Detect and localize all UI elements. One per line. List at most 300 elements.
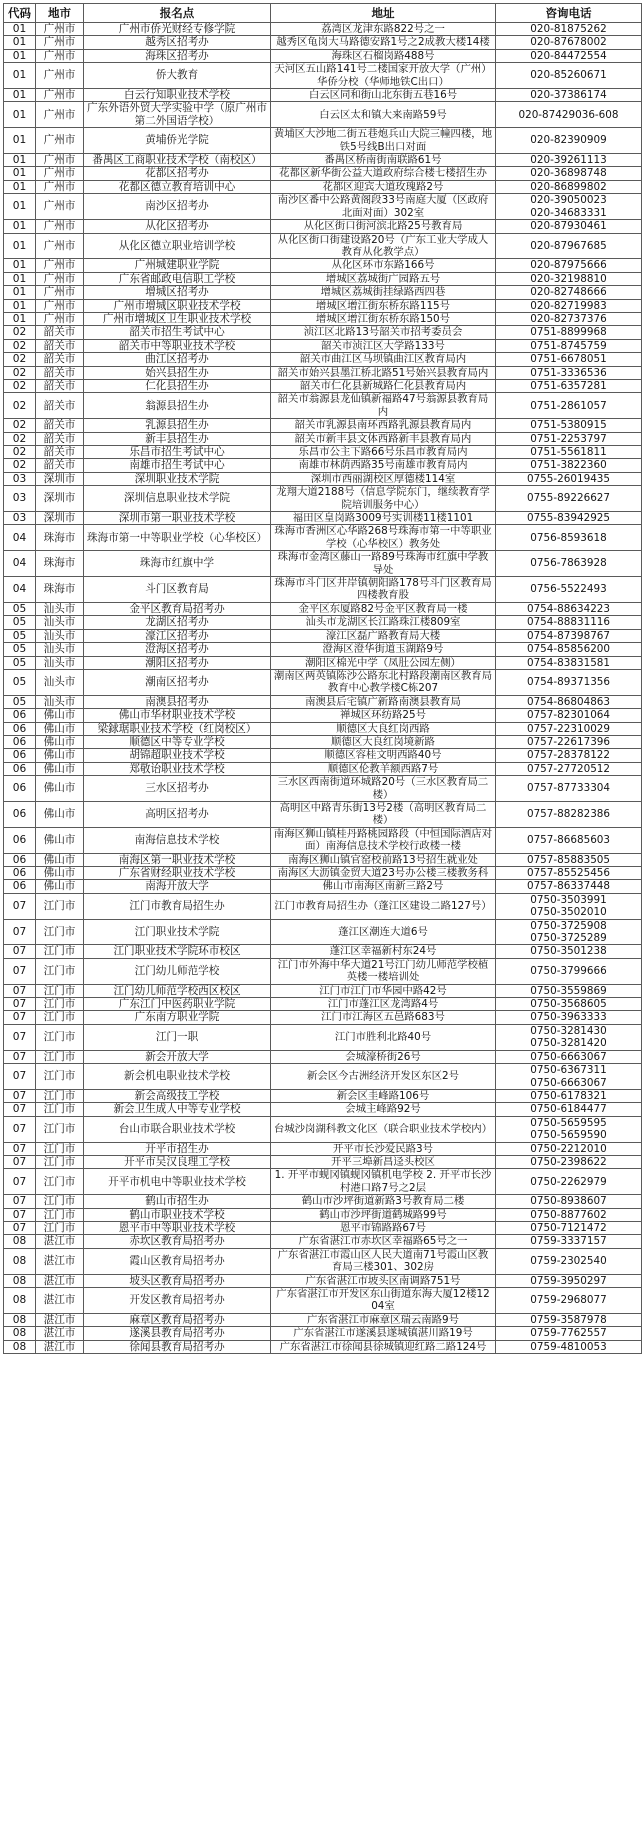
cell-site: 开平市机电中等职业技术学校 <box>84 1169 271 1195</box>
cell-city: 江门市 <box>36 958 84 984</box>
table-row <box>4 393 642 419</box>
cell-code: 05 <box>4 695 36 708</box>
table-row <box>4 551 642 577</box>
cell-city: 佛山市 <box>36 867 84 880</box>
cell-site: 增城区招考办 <box>84 286 271 299</box>
enrollment-sites-table <box>3 3 642 1354</box>
cell-phone: 0751-3336536 <box>496 366 642 379</box>
cell-site: 广东省邮政电信职工学校 <box>84 272 271 285</box>
cell-code: 03 <box>4 512 36 525</box>
cell-site: 江门一职 <box>84 1024 271 1050</box>
cell-city: 江门市 <box>36 1024 84 1050</box>
cell-code: 08 <box>4 1313 36 1326</box>
cell-city: 江门市 <box>36 1155 84 1168</box>
cell-address: 从化区街口街建设路20号（广东工业大学成人教育从化教学点） <box>271 233 496 259</box>
table-row <box>4 762 642 775</box>
cell-address: 韶关市始兴县墨江桥北路51号始兴县教育局内 <box>271 366 496 379</box>
cell-site: 黄埔侨光学院 <box>84 128 271 154</box>
cell-site: 南沙区招考办 <box>84 194 271 220</box>
cell-code: 07 <box>4 893 36 919</box>
cell-code: 01 <box>4 286 36 299</box>
cell-address: 珠海市金湾区藤山一路89号珠海市红旗中学教导处 <box>271 551 496 577</box>
cell-phone: 0757-82301064 <box>496 709 642 722</box>
table-row <box>4 1208 642 1221</box>
cell-address: 增城区增江街东桥东路115号 <box>271 299 496 312</box>
cell-phone: 0750-6184477 <box>496 1103 642 1116</box>
cell-city: 湛江市 <box>36 1313 84 1326</box>
cell-code: 07 <box>4 1116 36 1142</box>
cell-phone: 0751-8899968 <box>496 326 642 339</box>
cell-code: 05 <box>4 669 36 695</box>
cell-address: 珠海市斗门区井岸镇朝阳路178号斗门区教育局四楼教育股 <box>271 577 496 603</box>
cell-site: 潮阳区招考办 <box>84 656 271 669</box>
cell-address: 潮南区两英镇陈沙公路东北村路段潮南区教育局教育中心教学楼C栋207 <box>271 669 496 695</box>
table-row <box>4 1248 642 1274</box>
cell-site: 新会高级技工学校 <box>84 1089 271 1102</box>
cell-site: 广州市侨光财经专修学院 <box>84 23 271 36</box>
cell-phone: 0755-26019435 <box>496 472 642 485</box>
cell-phone: 020-32198810 <box>496 272 642 285</box>
table-row <box>4 880 642 893</box>
table-row <box>4 472 642 485</box>
cell-address: 江门市江门市华园中路42号 <box>271 984 496 997</box>
cell-phone: 0756-5522493 <box>496 577 642 603</box>
cell-code: 01 <box>4 23 36 36</box>
cell-site: 斗门区教育局 <box>84 577 271 603</box>
cell-phone: 0750-8938607 <box>496 1195 642 1208</box>
cell-address: 澄海区澄华街道玉湖路9号 <box>271 643 496 656</box>
table-row <box>4 366 642 379</box>
table-row <box>4 432 642 445</box>
table-row <box>4 616 642 629</box>
cell-site: 金平区教育局招考办 <box>84 602 271 615</box>
cell-address: 江门市江海区五邑路683号 <box>271 1011 496 1024</box>
cell-city: 汕头市 <box>36 656 84 669</box>
table-row <box>4 602 642 615</box>
table-row <box>4 128 642 154</box>
cell-phone: 0757-86685603 <box>496 827 642 853</box>
table-row <box>4 722 642 735</box>
cell-address: 开平市长沙爱民路3号 <box>271 1142 496 1155</box>
cell-city: 广州市 <box>36 220 84 233</box>
cell-address: 1. 开平市蚬冈镇蚬冈镇机电学校 2. 开平市长沙村港口路7号之2层 <box>271 1169 496 1195</box>
table-row <box>4 446 642 459</box>
cell-site: 广东江门中医药职业学院 <box>84 998 271 1011</box>
cell-city: 韶关市 <box>36 432 84 445</box>
cell-site: 韶关市招生考试中心 <box>84 326 271 339</box>
cell-address: 顺德区大良红岗西路 <box>271 722 496 735</box>
cell-phone: 0759-2302540 <box>496 1248 642 1274</box>
cell-site: 开发区教育局招考办 <box>84 1288 271 1314</box>
cell-address: 新会区今古洲经济开发区东区2号 <box>271 1064 496 1090</box>
cell-site: 龙湖区招考办 <box>84 616 271 629</box>
cell-site: 徐闻县教育局招考办 <box>84 1340 271 1353</box>
cell-city: 江门市 <box>36 1208 84 1221</box>
cell-address: 南沙区番中公路黄阁段33号南庭大厦（区政府北面对面）302室 <box>271 194 496 220</box>
cell-address: 会城濠桥街26号 <box>271 1050 496 1063</box>
cell-address: 从化区街口街河滨北路25号教育局 <box>271 220 496 233</box>
cell-code: 08 <box>4 1235 36 1248</box>
cell-phone: 0750-3963333 <box>496 1011 642 1024</box>
cell-code: 01 <box>4 89 36 102</box>
cell-code: 07 <box>4 1103 36 1116</box>
cell-code: 07 <box>4 1142 36 1155</box>
cell-code: 01 <box>4 299 36 312</box>
table-header-row <box>4 4 642 23</box>
cell-phone: 0750-3503991 0750-3502010 <box>496 893 642 919</box>
cell-phone: 0754-89371356 <box>496 669 642 695</box>
cell-site: 深圳信息职业技术学院 <box>84 486 271 512</box>
cell-city: 广州市 <box>36 272 84 285</box>
cell-site: 霞山区教育局招考办 <box>84 1248 271 1274</box>
cell-phone: 0751-2861057 <box>496 393 642 419</box>
cell-phone: 020-37386174 <box>496 89 642 102</box>
cell-phone: 020-87678002 <box>496 36 642 49</box>
cell-code: 01 <box>4 312 36 325</box>
cell-city: 广州市 <box>36 194 84 220</box>
header-code: 代码 <box>4 4 36 23</box>
cell-phone: 0757-87733304 <box>496 776 642 802</box>
cell-code: 01 <box>4 167 36 180</box>
cell-code: 01 <box>4 233 36 259</box>
cell-code: 04 <box>4 551 36 577</box>
cell-address: 南海区大沥镇金贸大道23号办公楼三楼教务科 <box>271 867 496 880</box>
cell-site: 韶关市中等职业技术学校 <box>84 339 271 352</box>
cell-code: 07 <box>4 1155 36 1168</box>
cell-address: 南海区狮山镇官窑校前路13号招生就业处 <box>271 853 496 866</box>
table-row <box>4 36 642 49</box>
cell-phone: 0757-28378122 <box>496 749 642 762</box>
table-row <box>4 1235 642 1248</box>
cell-site: 赤坎区教育局招考办 <box>84 1235 271 1248</box>
table-row <box>4 1011 642 1024</box>
cell-address: 广东省湛江市赤坎区幸福路65号之一 <box>271 1235 496 1248</box>
cell-address: 金平区东厦路82号金平区教育局一楼 <box>271 602 496 615</box>
cell-phone: 0757-27720512 <box>496 762 642 775</box>
cell-address: 广东省湛江市霞山区人民大道南71号霞山区教育局三楼301、302房 <box>271 1248 496 1274</box>
table-row <box>4 695 642 708</box>
cell-phone: 020-86899802 <box>496 180 642 193</box>
table-row <box>4 1050 642 1063</box>
cell-code: 07 <box>4 984 36 997</box>
table-row <box>4 1089 642 1102</box>
cell-city: 佛山市 <box>36 801 84 827</box>
cell-city: 佛山市 <box>36 776 84 802</box>
cell-phone: 020-87930461 <box>496 220 642 233</box>
cell-city: 广州市 <box>36 259 84 272</box>
cell-phone: 0750-2398622 <box>496 1155 642 1168</box>
cell-city: 江门市 <box>36 1169 84 1195</box>
cell-site: 鹤山市职业技术学校 <box>84 1208 271 1221</box>
table-row <box>4 1195 642 1208</box>
cell-code: 01 <box>4 194 36 220</box>
table-row <box>4 735 642 748</box>
cell-site: 花都区德立教育培训中心 <box>84 180 271 193</box>
table-row <box>4 512 642 525</box>
cell-city: 汕头市 <box>36 695 84 708</box>
cell-address: 龙翔大道2188号（信息学院东门，继续教育学院培训服务中心） <box>271 486 496 512</box>
cell-code: 06 <box>4 776 36 802</box>
table-row <box>4 1274 642 1287</box>
cell-phone: 0750-3559869 <box>496 984 642 997</box>
cell-phone: 0751-5380915 <box>496 419 642 432</box>
cell-city: 湛江市 <box>36 1235 84 1248</box>
cell-address: 增城区增江街东桥东路150号 <box>271 312 496 325</box>
cell-code: 06 <box>4 827 36 853</box>
cell-address: 南雄市林荫西路35号南雄市教育局内 <box>271 459 496 472</box>
cell-site: 江门幼儿师范学校西区校区 <box>84 984 271 997</box>
cell-code: 08 <box>4 1248 36 1274</box>
table-row <box>4 299 642 312</box>
cell-phone: 0750-3568605 <box>496 998 642 1011</box>
cell-city: 佛山市 <box>36 827 84 853</box>
cell-site: 乐昌市招生考试中心 <box>84 446 271 459</box>
table-row <box>4 1313 642 1326</box>
table-row <box>4 194 642 220</box>
table-row <box>4 749 642 762</box>
cell-address: 韶关市乳源县南环西路乳源县教育局内 <box>271 419 496 432</box>
cell-phone: 0757-22310029 <box>496 722 642 735</box>
cell-phone: 0759-3950297 <box>496 1274 642 1287</box>
table-row <box>4 1340 642 1353</box>
table-row <box>4 656 642 669</box>
cell-phone: 020-87975666 <box>496 259 642 272</box>
cell-city: 佛山市 <box>36 735 84 748</box>
table-row <box>4 1024 642 1050</box>
cell-city: 汕头市 <box>36 629 84 642</box>
cell-phone: 0754-88634223 <box>496 602 642 615</box>
cell-address: 台城沙岗湖科教文化区（联合职业技术学校内） <box>271 1116 496 1142</box>
cell-city: 深圳市 <box>36 512 84 525</box>
cell-city: 湛江市 <box>36 1327 84 1340</box>
cell-code: 07 <box>4 1195 36 1208</box>
table-row <box>4 326 642 339</box>
cell-site: 深圳市第一职业技术学校 <box>84 512 271 525</box>
cell-city: 江门市 <box>36 1195 84 1208</box>
cell-city: 韶关市 <box>36 326 84 339</box>
cell-phone: 0750-3799666 <box>496 958 642 984</box>
cell-address: 顺德区容桂文明西路40号 <box>271 749 496 762</box>
cell-code: 02 <box>4 339 36 352</box>
cell-phone: 0756-8593618 <box>496 525 642 551</box>
cell-address: 白云区太和镇大来南路59号 <box>271 102 496 128</box>
cell-site: 仁化县招生办 <box>84 379 271 392</box>
cell-address: 新会区圭峰路106号 <box>271 1089 496 1102</box>
cell-site: 广州市增城区卫生职业技术学校 <box>84 312 271 325</box>
cell-site: 潮南区招考办 <box>84 669 271 695</box>
header-address: 地址 <box>271 4 496 23</box>
cell-code: 06 <box>4 801 36 827</box>
cell-city: 汕头市 <box>36 616 84 629</box>
cell-code: 06 <box>4 709 36 722</box>
table-row <box>4 233 642 259</box>
cell-site: 佛山市华材职业技术学校 <box>84 709 271 722</box>
cell-address: 番禺区桥南街南联路61号 <box>271 154 496 167</box>
cell-phone: 020-87429036-608 <box>496 102 642 128</box>
cell-address: 深圳市西丽湖校区厚德楼114室 <box>271 472 496 485</box>
cell-site: 广东省财经职业技术学校 <box>84 867 271 880</box>
table-row <box>4 167 642 180</box>
cell-code: 06 <box>4 853 36 866</box>
cell-phone: 0757-85883505 <box>496 853 642 866</box>
table-row <box>4 998 642 1011</box>
cell-city: 江门市 <box>36 1064 84 1090</box>
table-row <box>4 643 642 656</box>
cell-code: 05 <box>4 643 36 656</box>
cell-address: 韶关市浈江区大学路133号 <box>271 339 496 352</box>
table-row <box>4 102 642 128</box>
cell-city: 韶关市 <box>36 459 84 472</box>
cell-address: 江门市外海中华大道21号江门幼儿师范学校植英楼一楼培训处 <box>271 958 496 984</box>
cell-code: 05 <box>4 656 36 669</box>
cell-address: 蓬江区潮连大道6号 <box>271 919 496 945</box>
cell-city: 佛山市 <box>36 722 84 735</box>
cell-city: 汕头市 <box>36 643 84 656</box>
cell-address: 高明区中路青乐街13号2楼（高明区教育局二楼） <box>271 801 496 827</box>
cell-city: 广州市 <box>36 23 84 36</box>
cell-site: 麻章区教育局招考办 <box>84 1313 271 1326</box>
cell-address: 广东省湛江市麻章区瑞云南路9号 <box>271 1313 496 1326</box>
cell-code: 07 <box>4 1050 36 1063</box>
cell-city: 广州市 <box>36 312 84 325</box>
table-row <box>4 486 642 512</box>
cell-city: 韶关市 <box>36 379 84 392</box>
cell-phone: 0750-6367311 0750-6663067 <box>496 1064 642 1090</box>
cell-phone: 0754-88831116 <box>496 616 642 629</box>
table-row <box>4 958 642 984</box>
table-row <box>4 353 642 366</box>
cell-code: 08 <box>4 1288 36 1314</box>
cell-city: 广州市 <box>36 49 84 62</box>
table-row <box>4 272 642 285</box>
cell-site: 从化区德立职业培训学校 <box>84 233 271 259</box>
cell-address: 珠海市香洲区心华路268号珠海市第一中等职业学校（心华校区）教务处 <box>271 525 496 551</box>
cell-code: 07 <box>4 1169 36 1195</box>
header-site: 报名点 <box>84 4 271 23</box>
cell-code: 07 <box>4 1208 36 1221</box>
cell-phone: 0754-86804863 <box>496 695 642 708</box>
table-row <box>4 1155 642 1168</box>
cell-site: 番禺区工商职业技术学校（南校区） <box>84 154 271 167</box>
cell-city: 韶关市 <box>36 366 84 379</box>
cell-phone: 0751-2253797 <box>496 432 642 445</box>
cell-city: 韶关市 <box>36 419 84 432</box>
cell-city: 广州市 <box>36 180 84 193</box>
cell-address: 乐昌市公主下路66号乐昌市教育局内 <box>271 446 496 459</box>
cell-city: 广州市 <box>36 36 84 49</box>
cell-code: 01 <box>4 220 36 233</box>
cell-city: 江门市 <box>36 1089 84 1102</box>
cell-code: 01 <box>4 259 36 272</box>
cell-address: 佛山市南海区南新三路2号 <box>271 880 496 893</box>
cell-address: 蓬江区幸福新村东24号 <box>271 945 496 958</box>
cell-address: 禅城区环纺路25号 <box>271 709 496 722</box>
cell-code: 05 <box>4 602 36 615</box>
cell-site: 开平市吴汉良理工学校 <box>84 1155 271 1168</box>
cell-city: 江门市 <box>36 1116 84 1142</box>
cell-phone: 020-84472554 <box>496 49 642 62</box>
cell-site: 南雄市招生考试中心 <box>84 459 271 472</box>
cell-code: 06 <box>4 735 36 748</box>
table-row <box>4 709 642 722</box>
cell-code: 07 <box>4 1064 36 1090</box>
cell-code: 02 <box>4 353 36 366</box>
cell-site: 南海信息技术学校 <box>84 827 271 853</box>
table-row <box>4 154 642 167</box>
cell-phone: 0757-22617396 <box>496 735 642 748</box>
table-row <box>4 379 642 392</box>
cell-phone: 0754-83831581 <box>496 656 642 669</box>
cell-city: 珠海市 <box>36 577 84 603</box>
cell-site: 濠江区招考办 <box>84 629 271 642</box>
cell-site: 广州市增城区职业技术学校 <box>84 299 271 312</box>
table-row <box>4 1064 642 1090</box>
cell-city: 江门市 <box>36 1103 84 1116</box>
cell-code: 08 <box>4 1340 36 1353</box>
table-row <box>4 867 642 880</box>
cell-address: 花都区迎宾大道玫瑰路2号 <box>271 180 496 193</box>
cell-city: 韶关市 <box>36 446 84 459</box>
cell-phone: 0750-6663067 <box>496 1050 642 1063</box>
cell-address: 南澳县后宅镇广新路南澳县教育局 <box>271 695 496 708</box>
cell-address: 南海区狮山镇桂丹路桃园路段（中恒国际酒店对面）南海信息技术学校行政楼一楼 <box>271 827 496 853</box>
cell-address: 鹤山市沙坪街道新路3号教育局二楼 <box>271 1195 496 1208</box>
cell-site: 江门幼儿师范学校 <box>84 958 271 984</box>
cell-site: 恩平市中等职业技术学校 <box>84 1221 271 1234</box>
cell-phone: 0751-5561811 <box>496 446 642 459</box>
cell-phone: 020-85260671 <box>496 63 642 89</box>
table-row <box>4 1169 642 1195</box>
cell-city: 佛山市 <box>36 853 84 866</box>
cell-site: 新会机电职业技术学校 <box>84 1064 271 1090</box>
cell-phone: 0750-7121472 <box>496 1221 642 1234</box>
cell-phone: 020-82719983 <box>496 299 642 312</box>
cell-city: 江门市 <box>36 1011 84 1024</box>
cell-city: 湛江市 <box>36 1340 84 1353</box>
table-row <box>4 669 642 695</box>
cell-city: 江门市 <box>36 893 84 919</box>
cell-phone: 0750-2262979 <box>496 1169 642 1195</box>
table-row <box>4 312 642 325</box>
cell-code: 07 <box>4 1221 36 1234</box>
cell-city: 珠海市 <box>36 551 84 577</box>
cell-site: 顺德区中等专业学校 <box>84 735 271 748</box>
cell-phone: 020-36898748 <box>496 167 642 180</box>
table-row <box>4 259 642 272</box>
cell-address: 广东省湛江市坡头区南调路751号 <box>271 1274 496 1287</box>
cell-phone: 0751-6357281 <box>496 379 642 392</box>
cell-city: 佛山市 <box>36 880 84 893</box>
cell-site: 白云行知职业技术学校 <box>84 89 271 102</box>
cell-city: 佛山市 <box>36 749 84 762</box>
cell-site: 广东外语外贸大学实验中学（原广州市第二外国语学校） <box>84 102 271 128</box>
cell-address: 开平三埠新昌迳头校区 <box>271 1155 496 1168</box>
cell-phone: 020-81875262 <box>496 23 642 36</box>
cell-site: 从化区招考办 <box>84 220 271 233</box>
cell-code: 03 <box>4 486 36 512</box>
cell-code: 05 <box>4 616 36 629</box>
table-row <box>4 827 642 853</box>
cell-city: 珠海市 <box>36 525 84 551</box>
cell-code: 02 <box>4 326 36 339</box>
table-row <box>4 220 642 233</box>
table-row <box>4 629 642 642</box>
cell-address: 恩平市锦路路67号 <box>271 1221 496 1234</box>
cell-address: 黄埔区大沙地二街五巷炮兵山大院三幢四楼，地铁5号线B出口对面 <box>271 128 496 154</box>
cell-code: 07 <box>4 1089 36 1102</box>
cell-site: 南澳县招考办 <box>84 695 271 708</box>
cell-phone: 0750-8877602 <box>496 1208 642 1221</box>
